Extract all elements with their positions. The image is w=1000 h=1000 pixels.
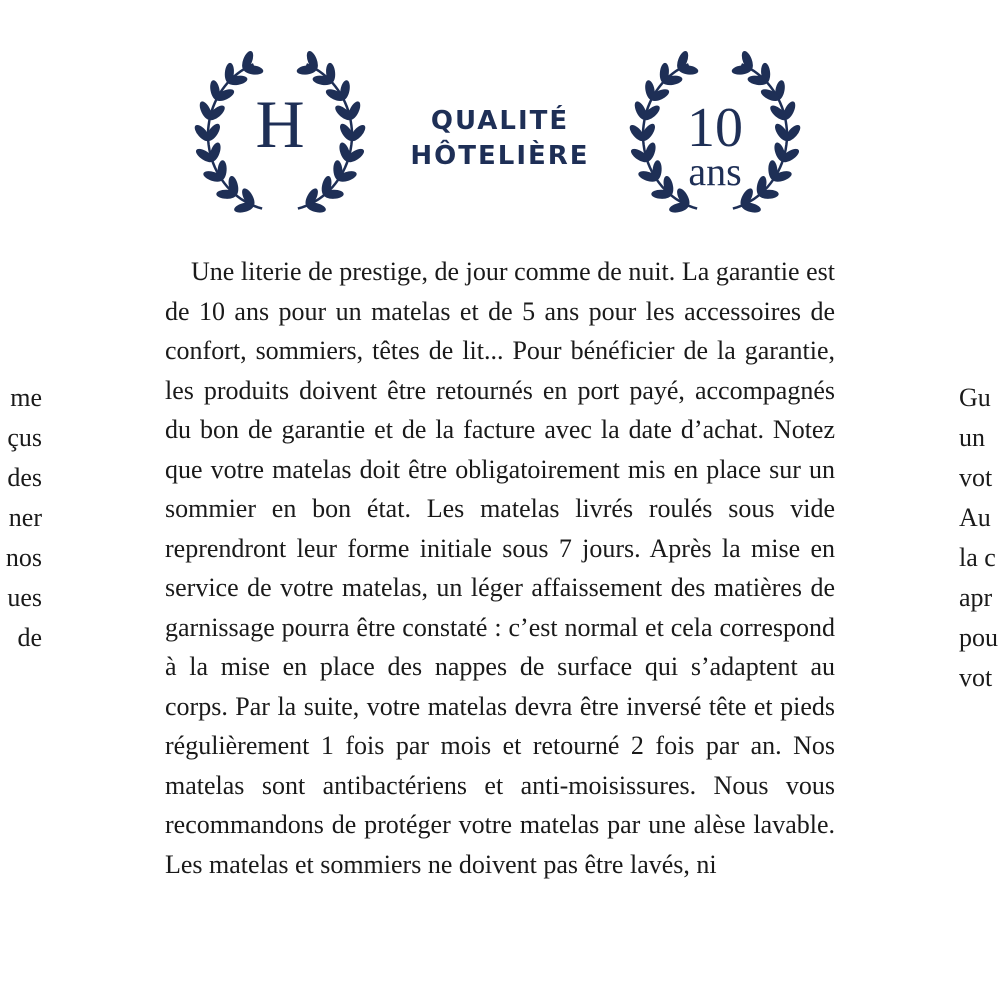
right-fragment: Au	[959, 503, 991, 532]
left-fragment: çus	[7, 423, 42, 452]
right-fragment: la c	[959, 543, 996, 572]
quality-line-1: QUALITÉ	[430, 106, 570, 136]
hotel-letter: H	[255, 86, 305, 162]
right-fragment: apr	[959, 583, 993, 612]
left-column-fragments	[0, 378, 42, 658]
left-fragment: ner	[8, 503, 42, 532]
warranty-years: 10	[687, 97, 743, 159]
right-fragment: vot	[959, 463, 993, 492]
right-fragment: Gu	[959, 383, 991, 412]
left-fragment: de	[17, 623, 42, 652]
left-fragment: me	[10, 383, 42, 412]
right-fragment: vot	[959, 663, 993, 692]
right-column-fragments	[959, 378, 1000, 698]
left-fragment: ues	[7, 583, 42, 612]
left-fragment: nos	[5, 543, 42, 572]
quality-title	[385, 104, 615, 174]
warranty-paragraph: Une literie de prestige, de jour comme de nuit. La garantie est de 10 ans pour un matelas et de 5 ans pour les accessoires de confort, sommiers, têtes de lit... Pour bénéficier de la garantie, les produits doivent être retournés en port payé, accompagnés du bon de garantie et de la facture avec la date d’achat. Notez que votre matelas doit être obligatoirement mis en place sur un sommier en bon état. Les matelas livrés roulés sous vide reprendront leur forme initiale sous 7 jours. Après la mise en service de votre matelas, un léger affaissement des matières de garnissage pourra être constaté : c’est normal et cela correspond à la mise en place des nappes de surface qui s’adaptent au corps. Par la suite, votre matelas devra être inversé tête et pieds régulièrement 1 fois par mois et retourné 2 fois par an. Nos matelas sont antibactériens et anti-moisissures. Nous vous recommandons de protéger votre matelas par une alèse lavable. Les matelas et sommiers ne doivent pas être lavés, ni	[165, 257, 835, 879]
hotel-emblem	[190, 50, 370, 220]
warranty-emblem	[625, 50, 805, 220]
right-fragment: un	[959, 423, 985, 452]
left-fragment: des	[7, 463, 42, 492]
right-fragment: pou	[959, 623, 998, 652]
warranty-unit: ans	[688, 149, 742, 194]
quality-line-2: HÔTELIÈRE	[410, 141, 590, 171]
